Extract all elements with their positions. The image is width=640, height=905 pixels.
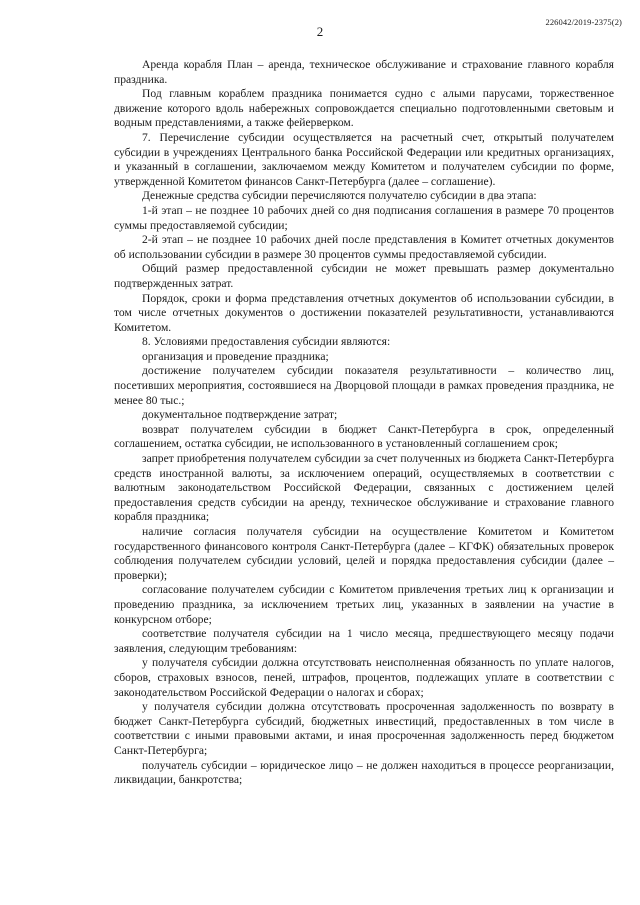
condition-requirements-intro: соответствие получателя субсидии на 1 число месяца, предшествующего месяцу подачи заявления, следующим требованиям:: [114, 627, 614, 655]
document-body: [114, 58, 614, 788]
page-number: 2: [316, 24, 324, 39]
paragraph-plan-lease: Аренда корабля План – аренда, техническое обслуживание и страхование главного корабля праздника.: [114, 58, 614, 86]
condition-audit-consent: наличие согласия получателя субсидии на осуществление Комитетом и Комитетом государственного финансового контроля Санкт-Петербурга (далее – КГФК) обязательных проверок соблюдения получателем субсидии условий, целей и порядка предоставления субсидии (далее – проверки);: [114, 525, 614, 582]
condition-currency-ban: запрет приобретения получателем субсидии за счет полученных из бюджета Санкт-Петербурга средств иностранной валюты, за исключением операций, осуществляемых в соответствии с валютным законодательством Российской Федерации, связанных с достижением целей предоставления средств субсидии на аренду, техническое обслуживание и страхование главного корабля праздника;: [114, 452, 614, 524]
condition-documented-costs: документальное подтверждение затрат;: [142, 408, 338, 422]
paragraph-main-ship-definition: Под главным кораблем праздника понимается судно с алыми парусами, торжественное движение которого вдоль набережных сопровождается специально подготовленными световым и водным представлениями, а также фейерверком.: [114, 87, 614, 130]
condition-return-balance: возврат получателем субсидии в бюджет Санкт-Петербурга в срок, определенный соглашением, остатка субсидии, не использованного в установленный соглашением срок;: [114, 422, 614, 451]
requirement-no-reorganization: получатель субсидии – юридическое лицо – не должен находиться в процессе реорганизации, ликвидации, банкротства;: [114, 758, 614, 787]
requirement-no-tax-debt: у получателя субсидии должна отсутствовать неисполненная обязанность по уплате налогов, сборов, страховых взносов, пеней, штрафов, процентов, подлежащих уплате в соответствии с законодательством Российской Федерации о налогах и сборах;: [114, 656, 614, 699]
condition-organize-holiday: организация и проведение праздника;: [142, 349, 329, 363]
requirement-no-overdue-debt: у получателя субсидии должна отсутствовать просроченная задолженность по возврату в бюджет Санкт-Петербурга субсидий, бюджетных инвестиций, предоставленных в том числе в соответствии с иными правовыми актами, и иная просроченная задолженность перед бюджетом Санкт-Петербурга;: [114, 700, 614, 757]
paragraph-7-transfer-account: 7. Перечисление субсидии осуществляется на расчетный счет, открытый получателем субсидии в учреждениях Центрального банка Российской Федерации или кредитных организациях, и указанный в соглашении, заключаемом между Комитетом и получателем субсидии по форме, утвержденной Комитетом финансов Санкт-Петербурга (далее – соглашение).: [114, 130, 614, 188]
condition-third-parties: согласование получателем субсидии с Комитетом привлечения третьих лиц к организации и проведению праздника, за исключением третьих лиц, указанных в заявлении на участие в конкурсном отборе;: [114, 583, 614, 626]
paragraph-reporting-procedure: Порядок, сроки и форма представления отчетных документов об использовании субсидии, в том числе отчетных документов о достижении показателей результативности, устанавливаются Комитетом.: [114, 291, 614, 334]
document-registration-code: 226042/2019-2375(2): [545, 17, 622, 27]
paragraph-stage-1: 1-й этап – не позднее 10 рабочих дней со дня подписания соглашения в размере 70 процентов суммы предоставляемой субсидии;: [114, 203, 614, 232]
paragraph-total-limit: Общий размер предоставленной субсидии не может превышать размер документально подтвержденных затрат.: [114, 262, 614, 290]
paragraph-stage-2: 2-й этап – не позднее 10 рабочих дней после представления в Комитет отчетных документов об использовании субсидии в размере 30 процентов суммы предоставляемой субсидии.: [114, 233, 614, 261]
paragraph-two-stages: Денежные средства субсидии перечисляются получателю субсидии в два этапа:: [142, 189, 537, 203]
paragraph-8-conditions: 8. Условиями предоставления субсидии являются:: [142, 335, 391, 349]
condition-performance-indicator: достижение получателем субсидии показателя результативности – количество лиц, посетивших мероприятия, состоявшиеся на Дворцовой площади в рамках проведения праздника, не менее 80 тыс.;: [114, 364, 614, 407]
